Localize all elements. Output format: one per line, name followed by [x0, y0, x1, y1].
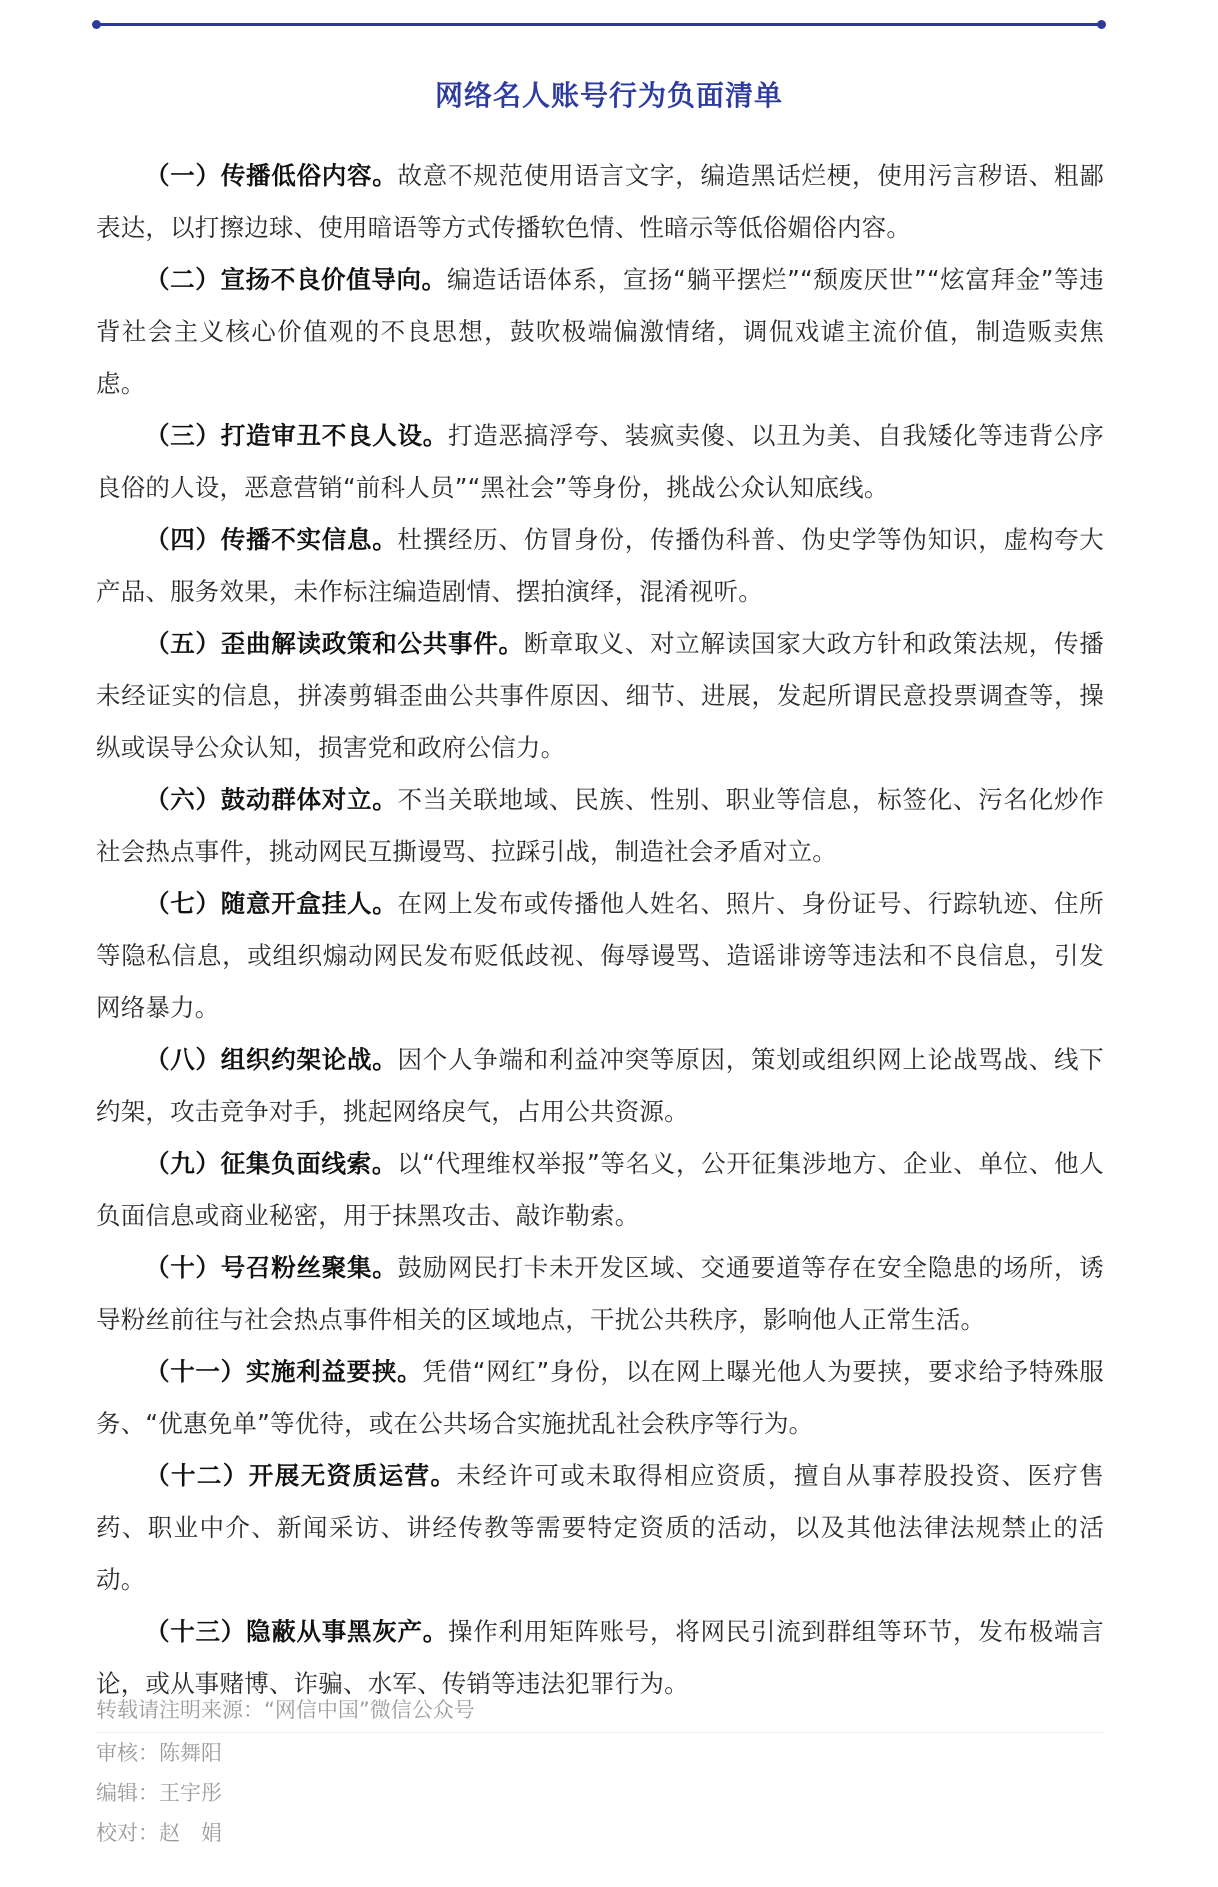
list-item: [96, 774, 1104, 878]
item-heading: （一）传播低俗内容。: [145, 161, 398, 190]
list-item: [96, 1346, 1104, 1450]
list-item: [96, 1450, 1104, 1606]
editor-credit: 编辑：王宇彤: [96, 1781, 222, 1805]
list-item: [96, 150, 1104, 254]
list-item: [96, 1034, 1104, 1138]
item-heading: （二）宣扬不良价值导向。: [145, 265, 447, 294]
item-body: 在网上发布或传播他人姓名、照片、身份证号、行踪轨迹、住所等隐私信息，或组织煽动网民发布贬低歧视、侮辱谩骂、造谣诽谤等违法和不良信息，引发网络暴力。: [96, 889, 1104, 1022]
list-item: [96, 618, 1104, 774]
list-item: [96, 1242, 1104, 1346]
list-item: [96, 410, 1104, 514]
item-heading: （五）歪曲解读政策和公共事件。: [145, 629, 524, 658]
reviewer-credit: 审核：陈舞阳: [96, 1741, 222, 1765]
item-body: 未经许可或未取得相应资质，擅自从事荐股投资、医疗售药、职业中介、新闻采访、讲经传教等需要特定资质的活动，以及其他法律法规禁止的活动。: [96, 1461, 1104, 1594]
list-item: [96, 514, 1104, 618]
item-body: 凭借“网红”身份，以在网上曝光他人为要挟，要求给予特殊服务、“优惠免单”等优待，或在公共场合实施扰乱社会秩序等行为。: [96, 1357, 1105, 1438]
page-title: 网络名人账号行为负面清单: [434, 79, 783, 112]
item-heading: （十一）实施利益要挟。: [145, 1357, 423, 1386]
negative-list: [96, 150, 1104, 1710]
article-footer: [96, 1690, 1104, 1853]
source-note: 转载请注明来源：“网信中国”微信公众号: [96, 1690, 1104, 1733]
item-body: 因个人争端和利益冲突等原因，策划或组织网上论战骂战、线下约架，攻击竞争对手，挑起网络戾气，占用公共资源。: [96, 1045, 1104, 1126]
item-heading: （十三）隐蔽从事黑灰产。: [145, 1617, 449, 1646]
top-divider-rule: [96, 23, 1102, 26]
item-body: 断章取义、对立解读国家大政方针和政策法规，传播未经证实的信息，拼凑剪辑歪曲公共事件原因、细节、进展，发起所谓民意投票调查等，操纵或误导公众认知，损害党和政府公信力。: [96, 629, 1104, 762]
item-body: 杜撰经历、仿冒身份，传播伪科普、伪史学等伪知识，虚构夸大产品、服务效果，未作标注编造剧情、摆拍演绎，混淆视听。: [96, 525, 1104, 606]
item-body: 编造话语体系，宣扬“躺平摆烂”“颓废厌世”“炫富拜金”等违背社会主义核心价值观的不良思想，鼓吹极端偏激情绪，调侃戏谑主流价值，制造贩卖焦虑。: [96, 265, 1104, 398]
list-item: [96, 254, 1104, 410]
item-body: 操作利用矩阵账号，将网民引流到群组等环节，发布极端言论，或从事赌博、诈骗、水军、传销等违法犯罪行为。: [96, 1617, 1104, 1698]
bottom-fade-overlay: [0, 1847, 1218, 1887]
item-body: 打造恶搞浮夸、装疯卖傻、以丑为美、自我矮化等违背公序良俗的人设，恶意营销“前科人员”“黑社会”等身份，挑战公众认知底线。: [96, 421, 1104, 502]
item-heading: （四）传播不实信息。: [145, 525, 398, 554]
item-heading: （十）号召粉丝聚集。: [145, 1253, 398, 1282]
item-heading: （八）组织约架论战。: [145, 1045, 398, 1074]
item-body: 不当关联地域、民族、性别、职业等信息，标签化、污名化炒作社会热点事件，挑动网民互撕谩骂、拉踩引战，制造社会矛盾对立。: [96, 785, 1104, 866]
item-heading: （七）随意开盒挂人。: [145, 889, 398, 918]
item-heading: （九）征集负面线索。: [145, 1149, 398, 1178]
proofreader-credit: 校对：赵 娟: [96, 1821, 222, 1845]
item-body: 故意不规范使用语言文字，编造黑话烂梗，使用污言秽语、粗鄙表达，以打擦边球、使用暗语等方式传播软色情、性暗示等低俗媚俗内容。: [96, 161, 1104, 242]
item-heading: （十二）开展无资质运营。: [145, 1461, 457, 1490]
item-heading: （六）鼓动群体对立。: [145, 785, 398, 814]
list-item: [96, 1138, 1104, 1242]
list-item: [96, 878, 1104, 1034]
item-heading: （三）打造审丑不良人设。: [145, 421, 449, 450]
item-body: 以“代理维权举报”等名义，公开征集涉地方、企业、单位、他人负面信息或商业秘密，用于抹黑攻击、敲诈勒索。: [96, 1149, 1105, 1230]
item-body: 鼓励网民打卡未开发区域、交通要道等存在安全隐患的场所，诱导粉丝前往与社会热点事件相关的区域地点，干扰公共秩序，影响他人正常生活。: [96, 1253, 1104, 1334]
